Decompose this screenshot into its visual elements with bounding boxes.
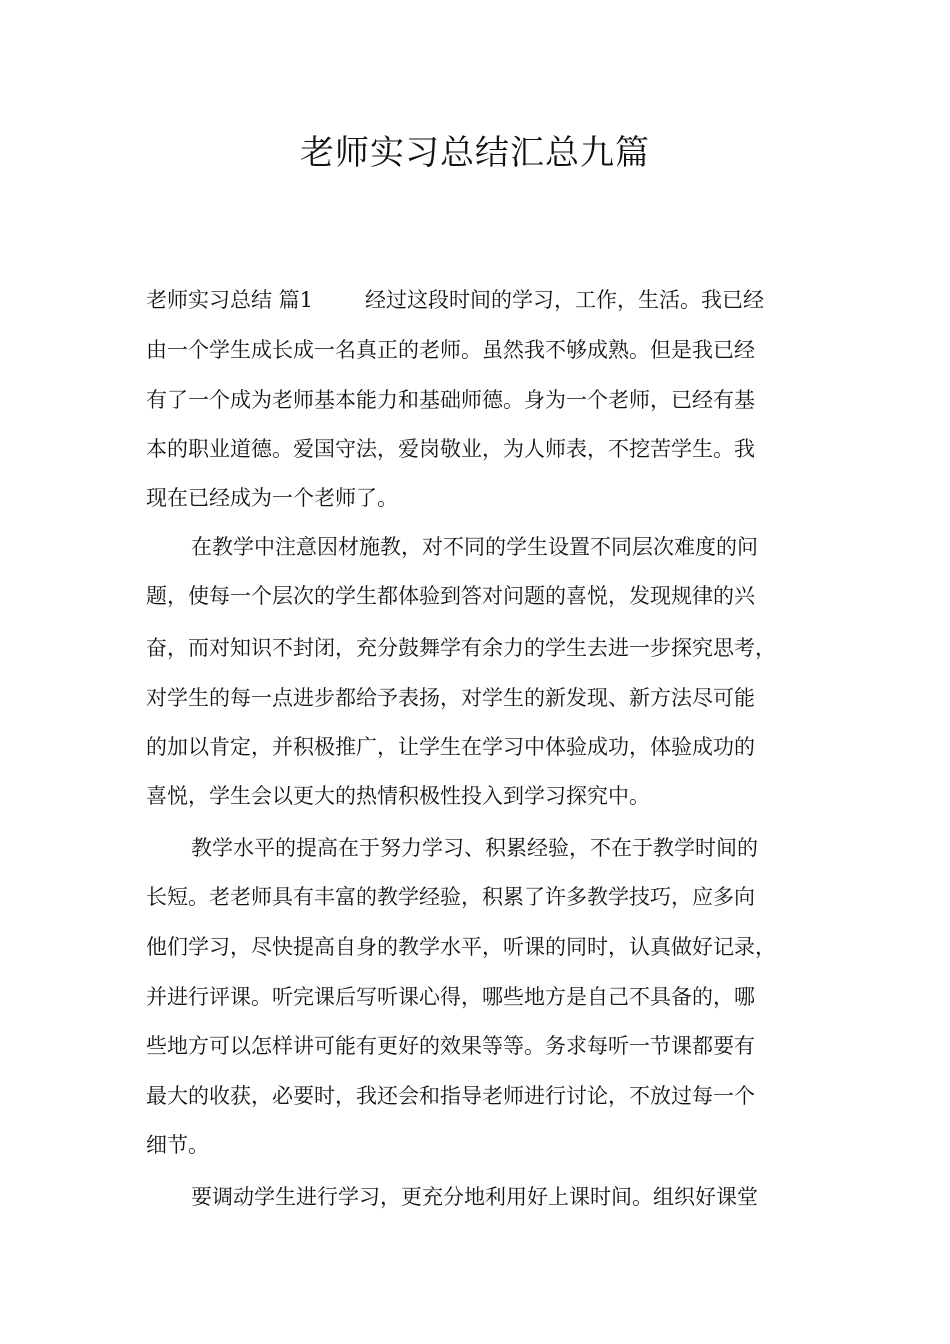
paragraph-line: 他们学习，尽快提高自身的教学水平，听课的同时，认真做好记录， (146, 935, 776, 959)
paragraph-line: 对学生的每一点进步都给予表扬，对学生的新发现、新方法尽可能 (146, 686, 755, 710)
paragraph-line (146, 282, 836, 318)
line-text: 经过这段时间的学习，工作，生活。我已经 (365, 288, 765, 312)
paragraph-line: 的加以肯定，并积极推广，让学生在学习中体验成功，体验成功的 (146, 735, 755, 759)
section-label: 老师实习总结 篇1 (146, 288, 314, 312)
paragraph-line: 现在已经成为一个老师了。 (146, 486, 398, 510)
paragraph-line: 奋，而对知识不封闭，充分鼓舞学有余力的学生去进一步探究思考， (146, 636, 776, 660)
paragraph-line: 长短。老老师具有丰富的教学经验，积累了许多教学技巧，应多向 (146, 885, 755, 909)
paragraph-line: 本的职业道德。爱国守法，爱岗敬业，为人师表，不挖苦学生。我 (146, 437, 755, 461)
paragraph-line: 喜悦，学生会以更大的热情积极性投入到学习探究中。 (146, 784, 650, 808)
paragraph-line: 在教学中注意因材施教，对不同的学生设置不同层次难度的问 (191, 535, 758, 559)
paragraph-line: 教学水平的提高在于努力学习、积累经验，不在于教学时间的 (191, 836, 758, 860)
paragraph-line: 些地方可以怎样讲可能有更好的效果等等。务求每听一节课都要有 (146, 1034, 755, 1058)
document-title: 老师实习总结汇总九篇 (300, 133, 650, 173)
paragraph-line: 有了一个成为老师基本能力和基础师德。身为一个老师，已经有基 (146, 388, 755, 412)
paragraph-line: 题，使每一个层次的学生都体验到答对问题的喜悦，发现规律的兴 (146, 584, 755, 608)
paragraph-line: 由一个学生成长成一名真正的老师。虽然我不够成熟。但是我已经 (146, 338, 755, 362)
paragraph-line: 并进行评课。听完课后写听课心得，哪些地方是自己不具备的，哪 (146, 985, 755, 1009)
paragraph-line: 要调动学生进行学习，更充分地利用好上课时间。组织好课堂 (191, 1185, 758, 1209)
paragraph-line: 最大的收获，必要时，我还会和指导老师进行讨论，不放过每一个 (146, 1084, 755, 1108)
paragraph-line: 细节。 (146, 1133, 209, 1157)
